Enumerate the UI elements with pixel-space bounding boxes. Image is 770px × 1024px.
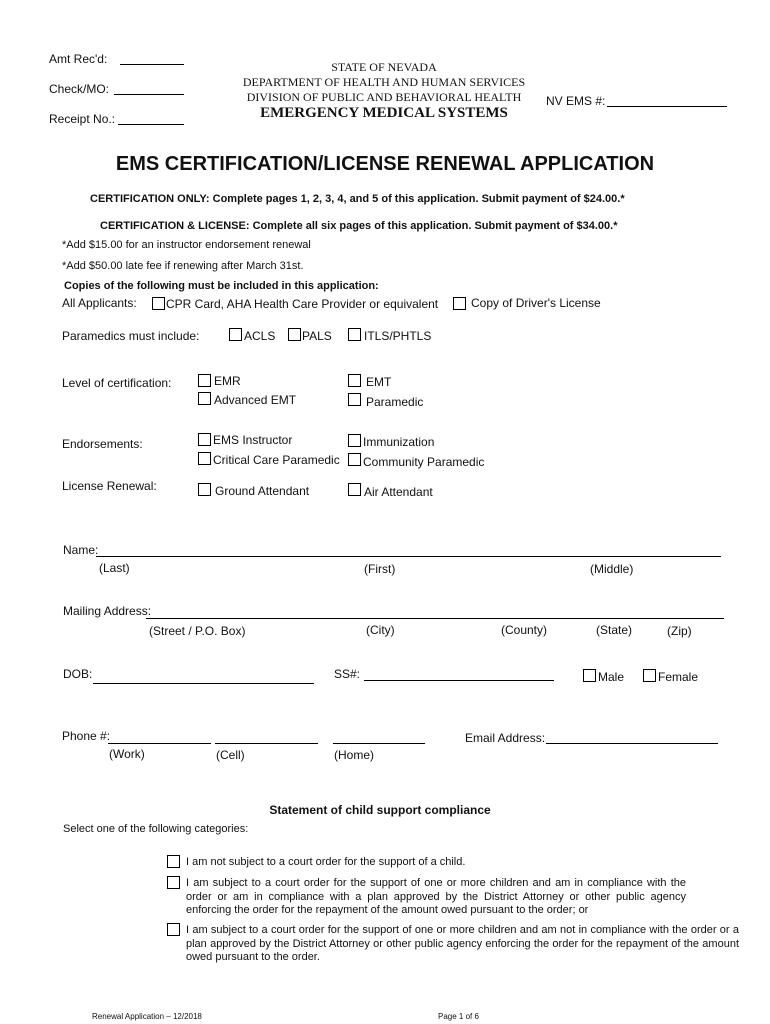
work-phone-caption: (Work) [109, 747, 145, 761]
acls-checkbox[interactable] [229, 328, 242, 341]
itls-label: ITLS/PHTLS [364, 329, 432, 343]
community-paramedic-checkbox[interactable] [348, 453, 361, 466]
home-phone-caption: (Home) [334, 748, 375, 762]
male-checkbox[interactable] [583, 669, 596, 682]
county-caption: (County) [501, 623, 548, 637]
zip-caption: (Zip) [667, 624, 692, 638]
dob-label: DOB: [63, 667, 93, 681]
child-support-option1: I am not subject to a court order for the support of a child. [186, 856, 466, 868]
middle-name-caption: (Middle) [590, 562, 634, 576]
ss-label: SS#: [334, 667, 361, 681]
first-name-caption: (First) [364, 562, 396, 576]
program-name: EMERGENCY MEDICAL SYSTEMS [260, 105, 508, 121]
receipt-no-label: Receipt No.: [49, 112, 116, 126]
ems-instructor-label: EMS Instructor [213, 433, 293, 447]
female-label: Female [658, 670, 699, 684]
ground-attendant-checkbox[interactable] [198, 483, 211, 496]
last-name-caption: (Last) [99, 561, 130, 575]
child-support-option3-checkbox[interactable] [167, 923, 180, 936]
department-name: DEPARTMENT OF HEALTH AND HUMAN SERVICES [242, 75, 526, 89]
child-support-instruction: Select one of the following categories: [63, 823, 249, 835]
instructor-fee-note: *Add $15.00 for an instructor endorsement renewal [62, 239, 311, 251]
emr-checkbox[interactable] [198, 374, 211, 387]
mailing-address-field[interactable] [146, 618, 724, 619]
ground-attendant-label: Ground Attendant [215, 484, 310, 498]
city-caption: (City) [366, 623, 395, 637]
emr-label: EMR [214, 374, 241, 388]
check-mo-field[interactable] [114, 94, 184, 95]
air-attendant-checkbox[interactable] [348, 483, 361, 496]
pals-checkbox[interactable] [288, 328, 301, 341]
nv-ems-field[interactable] [607, 106, 727, 107]
amt-received-field[interactable] [120, 64, 184, 65]
division-name: DIVISION OF PUBLIC AND BEHAVIORAL HEALTH [246, 90, 522, 104]
immunization-label: Immunization [363, 435, 435, 449]
ems-instructor-checkbox[interactable] [198, 433, 211, 446]
female-checkbox[interactable] [643, 669, 656, 682]
pals-label: PALS [302, 329, 332, 343]
child-support-option2: I am subject to a court order for the support of one or more children and am in compliance with the order or am in compliance with a plan approved by the District Attorney or other public agency enforcing the order for the repayment of the amount owed pursuant to the order; or [186, 877, 686, 916]
work-phone-field[interactable] [108, 743, 211, 744]
page-number: Page 1 of 6 [438, 1012, 479, 1021]
child-support-option1-checkbox[interactable] [167, 855, 180, 868]
emt-checkbox[interactable] [348, 374, 361, 387]
child-support-option2-checkbox[interactable] [167, 876, 180, 889]
cert-only-instruction: CERTIFICATION ONLY: Complete pages 1, 2, 3, 4, and 5 of this application. Submit payment of $24.00.* [90, 193, 625, 205]
child-support-heading: Statement of child support compliance [269, 803, 491, 817]
cpr-card-label: CPR Card, AHA Health Care Provider or equivalent [166, 297, 439, 311]
amt-received-label: Amt Rec'd: [49, 52, 108, 66]
check-mo-label: Check/MO: [49, 82, 110, 96]
child-support-option3: I am subject to a court order for the support of one or more children and am not in compliance with the order or a plan approved by the District Attorney or other public agency enforcing the order for the repayment of the amount owed pursuant to the order. [186, 924, 739, 963]
copies-heading: Copies of the following must be included in this application: [64, 280, 379, 292]
dob-field[interactable] [93, 683, 314, 684]
cpr-card-checkbox[interactable] [152, 297, 165, 310]
critical-care-label: Critical Care Paramedic [213, 453, 340, 467]
advanced-emt-label: Advanced EMT [214, 393, 297, 407]
mailing-address-label: Mailing Address: [63, 604, 152, 618]
email-field[interactable] [546, 743, 718, 744]
itls-checkbox[interactable] [348, 328, 361, 341]
emt-label: EMT [366, 375, 392, 389]
state-caption: (State) [596, 623, 633, 637]
level-label: Level of certification: [62, 376, 172, 390]
immunization-checkbox[interactable] [348, 434, 361, 447]
advanced-emt-checkbox[interactable] [198, 392, 211, 405]
cell-phone-caption: (Cell) [216, 748, 245, 762]
email-label: Email Address: [465, 731, 546, 745]
paramedic-label: Paramedic [366, 395, 424, 409]
home-phone-field[interactable] [333, 743, 425, 744]
cert-license-instruction: CERTIFICATION & LICENSE: Complete all six pages of this application. Submit payment of $34.00.* [100, 220, 618, 232]
air-attendant-label: Air Attendant [364, 485, 433, 499]
ss-field[interactable] [364, 680, 554, 681]
form-id: Renewal Application – 12/2018 [92, 1012, 202, 1021]
all-applicants-label: All Applicants: [62, 296, 137, 310]
community-paramedic-label: Community Paramedic [363, 455, 485, 469]
critical-care-checkbox[interactable] [198, 452, 211, 465]
male-label: Male [598, 670, 625, 684]
paramedics-label: Paramedics must include: [62, 329, 200, 343]
page-title: EMS CERTIFICATION/LICENSE RENEWAL APPLICATION [115, 153, 655, 175]
drivers-license-checkbox[interactable] [453, 297, 466, 310]
receipt-no-field[interactable] [118, 124, 184, 125]
name-field[interactable] [96, 556, 721, 557]
phone-label: Phone #: [62, 729, 111, 743]
state-name: STATE OF NEVADA [331, 60, 437, 74]
street-caption: (Street / P.O. Box) [149, 624, 246, 638]
late-fee-note: *Add $50.00 late fee if renewing after March 31st. [62, 260, 304, 272]
paramedic-checkbox[interactable] [348, 393, 361, 406]
cell-phone-field[interactable] [215, 743, 318, 744]
endorsements-label: Endorsements: [62, 437, 143, 451]
drivers-license-label: Copy of Driver's License [471, 296, 601, 310]
acls-label: ACLS [244, 329, 276, 343]
license-renewal-label: License Renewal: [62, 479, 157, 493]
nv-ems-label: NV EMS #: [546, 94, 606, 108]
name-label: Name: [63, 543, 99, 557]
